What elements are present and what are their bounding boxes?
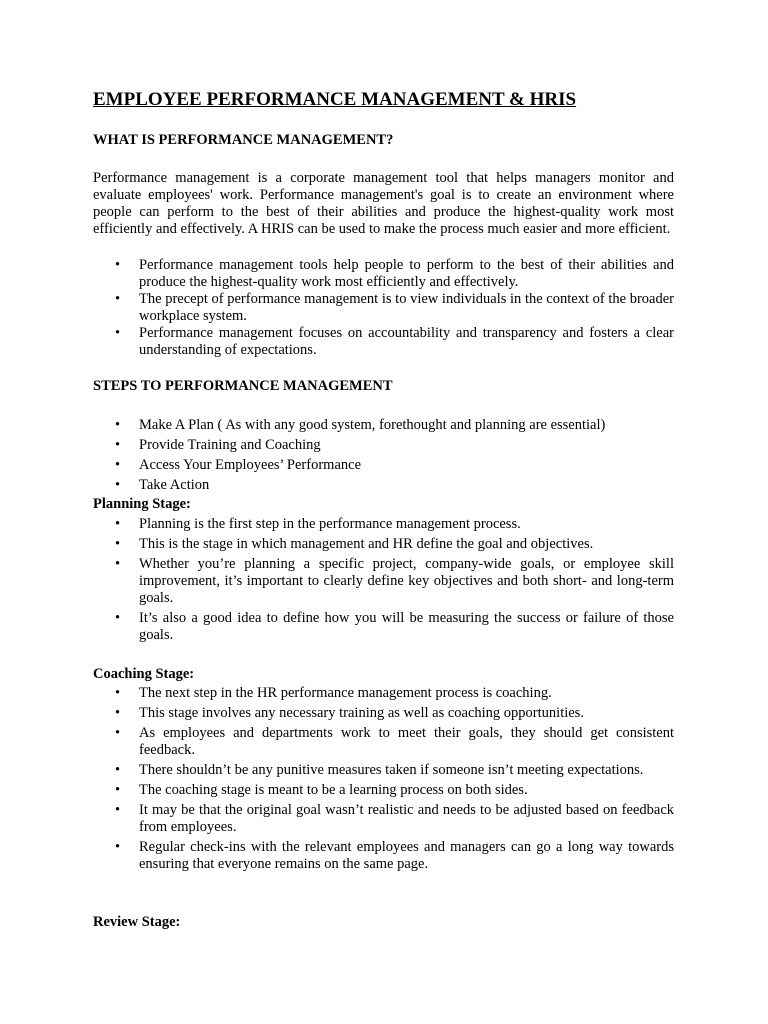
bullet-icon: • <box>115 762 121 778</box>
bullet-icon: • <box>115 556 121 572</box>
list-item: • There shouldn’t be any punitive measures taken if someone isn’t meeting expectations. <box>115 762 644 778</box>
bullet-icon: • <box>115 417 121 433</box>
intro-paragraph: Performance management is a corporate management tool that helps managers monitor and evaluate employees' work. Performance management's goal is to create an environment where people can perform to the best of their abilities and produce the highest-quality work most efficiently and effectively. A HRIS can be used to make the process much easier and more efficient. <box>93 170 674 237</box>
list-item: • Planning is the first step in the performance management process. <box>115 516 521 532</box>
list-item: • It may be that the original goal wasn’t realistic and needs to be adjusted based on feedback from employees. <box>115 802 674 835</box>
coaching-bullet-list <box>93 685 674 873</box>
bullet-icon: • <box>115 802 121 818</box>
list-item: • This is the stage in which management and HR define the goal and objectives. <box>115 536 594 552</box>
list-item: • The next step in the HR performance management process is coaching. <box>115 685 552 701</box>
list-item: • This stage involves any necessary training as well as coaching opportunities. <box>115 705 584 721</box>
bullet-icon: • <box>115 257 121 273</box>
list-item: • The coaching stage is meant to be a learning process on both sides. <box>115 782 528 798</box>
list-item: • Performance management focuses on accountability and transparency and fosters a clear understanding of expectations. <box>115 325 674 358</box>
section-heading-what-is: WHAT IS PERFORMANCE MANAGEMENT? <box>93 132 394 148</box>
bullet-icon: • <box>115 477 121 493</box>
document-title: EMPLOYEE PERFORMANCE MANAGEMENT & HRIS <box>93 89 577 110</box>
bullet-icon: • <box>115 685 121 701</box>
bullet-icon: • <box>115 516 121 532</box>
coaching-stage-heading: Coaching Stage: <box>93 666 195 682</box>
list-item: • Regular check-ins with the relevant employees and managers can go a long way towards ensuring that everyone remains on the same page. <box>115 839 674 872</box>
list-item: • Access Your Employees’ Performance <box>115 457 362 473</box>
list-item: • Performance management tools help people to perform to the best of their abilities and produce the highest-quality work most efficiently and effectively. <box>115 257 674 290</box>
list-item: • Take Action <box>115 477 210 493</box>
bullet-icon: • <box>115 839 121 855</box>
list-item: • Make A Plan ( As with any good system, forethought and planning are essential) <box>115 417 606 433</box>
bullet-icon: • <box>115 325 121 341</box>
planning-bullet-list <box>93 516 674 644</box>
list-item: • Provide Training and Coaching <box>115 437 321 453</box>
bullet-icon: • <box>115 291 121 307</box>
bullet-icon: • <box>115 705 121 721</box>
steps-bullet-list <box>93 417 674 494</box>
bullet-icon: • <box>115 782 121 798</box>
planning-stage-heading: Planning Stage: <box>93 496 191 512</box>
review-stage-heading: Review Stage: <box>93 914 181 930</box>
section-heading-steps: STEPS TO PERFORMANCE MANAGEMENT <box>93 378 393 394</box>
bullet-icon: • <box>115 536 121 552</box>
list-item: • Whether you’re planning a specific project, company-wide goals, or employee skill improvement, it’s important to clearly define key objectives and both short- and long-term goals. <box>115 556 674 606</box>
bullet-icon: • <box>115 725 121 741</box>
bullet-icon: • <box>115 437 121 453</box>
list-item: • It’s also a good idea to define how you will be measuring the success or failure of those goals. <box>115 610 674 643</box>
bullet-icon: • <box>115 457 121 473</box>
list-item: • As employees and departments work to meet their goals, they should get consistent feedback. <box>115 725 674 758</box>
bullet-icon: • <box>115 610 121 626</box>
intro-bullet-list <box>93 257 674 359</box>
list-item: • The precept of performance management is to view individuals in the context of the broader workplace system. <box>115 291 674 324</box>
